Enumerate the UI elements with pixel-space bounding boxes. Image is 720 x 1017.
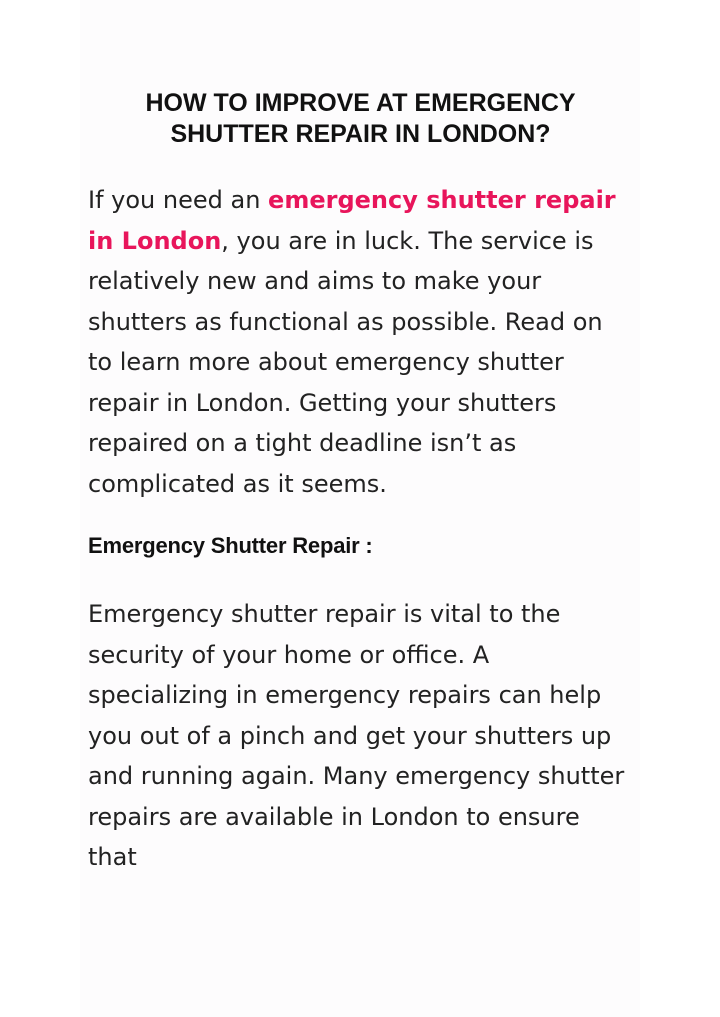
body-paragraph: Emergency shutter repair is vital to the security of your home or office. A specializing in emergency repairs can help you out of a pinch and get your shutters up and running again. Many emergency shutter repairs are available in London to ensure that [88, 600, 625, 871]
title-line-2: SHUTTER REPAIR IN LONDON? [170, 120, 551, 148]
intro-lead-text: If you need an [88, 186, 269, 214]
document-title [88, 88, 633, 150]
document-content [88, 88, 633, 878]
intro-paragraph [88, 180, 633, 504]
title-line-1: HOW TO IMPROVE AT EMERGENCY [145, 89, 576, 117]
emergency-shutter-repair-link[interactable]: emergency shutter repair in London [88, 186, 616, 255]
section-heading: Emergency Shutter Repair : [88, 533, 373, 558]
intro-rest-text: , you are in luck. The service is relatively new and aims to make your shutters as functional as possible. Read on to learn more about emergency shutter repair in London. Getting your shutters repaired on a tight deadline isn’t as complicated as it seems. [88, 226, 603, 498]
